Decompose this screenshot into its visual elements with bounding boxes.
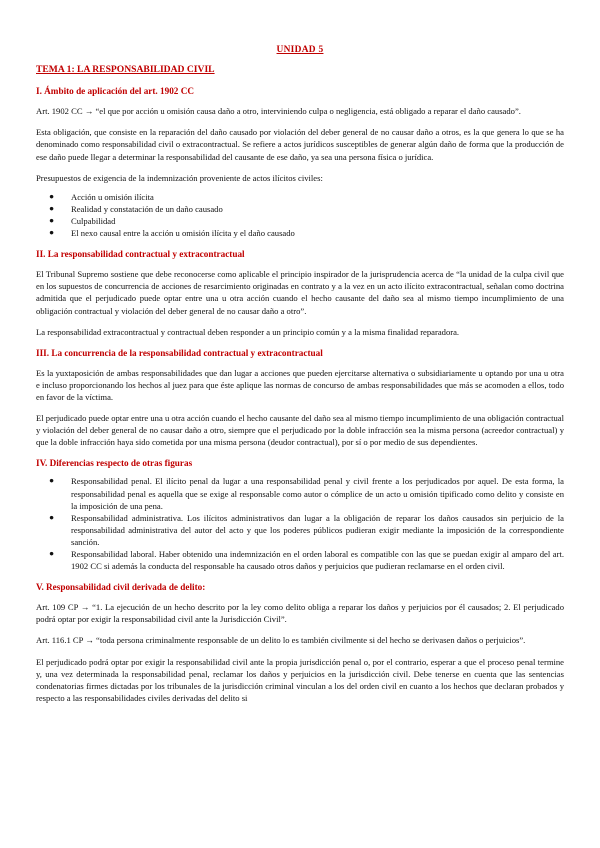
list-item: [49, 512, 564, 548]
list-item: [49, 203, 564, 215]
section-3-title: III. La concurrencia de la responsabilidad contractual y extracontractual: [36, 347, 323, 358]
list-item-text: Realidad y constatación de un daño causado: [71, 203, 223, 214]
list-item: [49, 548, 564, 572]
section-2-title: II. La responsabilidad contractual y extracontractual: [36, 249, 245, 260]
unit-title: UNIDAD 5: [276, 45, 324, 55]
section-2-paragraph-2: La responsabilidad extracontractual y contractual deben responder a un principio común y a la misma finalidad reparadora.: [36, 326, 460, 337]
bullet-icon: ●: [49, 476, 55, 486]
list-item: [49, 215, 564, 227]
section-1-paragraph-2: Esta obligación, que consiste en la reparación del daño causado por violación del deber general de no causar daño a otros, es la que genera lo que se ha denominado como responsabilidad civil o extracontractual. Se refiere a actos jurídicos susceptibles de generar algún daño de forma que la producción de ese daño puede llegar a determinar la responsabilidad del causante de ese daño, ya sea una persona física o jurídica.: [36, 127, 564, 162]
bullet-icon: ●: [49, 203, 55, 213]
section-5-title: V. Responsabilidad civil derivada de delito:: [36, 582, 206, 593]
section-5-paragraph-1: Art. 109 CP → “1. La ejecución de un hecho descrito por la ley como delito obliga a reparar los daños y perjuicios por él causados; 2. El perjudicado podrá optar por exigir la responsabilidad civil ante la Jurisdicción Civil”.: [36, 602, 564, 625]
section-4-bullet-list: [36, 475, 564, 572]
section-5-paragraph-3: El perjudicado podrá optar por exigir la responsabilidad civil ante la propia jurisdicción penal o, por el contrario, esperar a que el proceso penal termine y, una vez determinada la responsabilidad penal, reclamar los daños y perjuicios en la jurisdicción civil. Debe tenerse en cuenta que las sentencias condenatorias firmes dictadas por los tribunales de la jurisdicción criminal vinculan a los del orden civil en cuanto a los hechos que declaran probados y respecto a las responsabilidades civiles derivadas del delito si: [36, 656, 564, 703]
section-5-paragraph-2: Art. 116.1 CP → “toda persona criminalmente responsable de un delito lo es también civilmente si del hecho se derivasen daños o perjuicios”.: [36, 635, 526, 646]
list-item-text: Culpabilidad: [71, 215, 116, 226]
bullet-icon: ●: [49, 549, 55, 558]
bullet-icon: ●: [49, 191, 55, 201]
list-item: [49, 227, 564, 239]
section-3-paragraph-2: El perjudicado puede optar entre una u otra acción cuando el hecho causante del daño sea al mismo tiempo incumplimiento de una obligación contractual y violación del deber general de no causar daño a otro, siempre que el perjudicado por la doble infracción sea la misma persona (acreedor contractual) y que la doble infracción haya sido cometida por una misma persona (deudor contractual), por sí o por medio de sus dependientes.: [36, 413, 564, 448]
section-1-bullet-list: [36, 191, 564, 239]
bullet-icon: ●: [49, 228, 55, 238]
section-4-title: IV. Diferencias respecto de otras figuras: [36, 458, 193, 469]
list-item-text: Responsabilidad laboral. Haber obtenido una indemnización en el orden laboral es compatible con las que se puedan exigir al amparo del art. 1902 CC si además la conducta del responsable ha causado otros daños y perjuicios que pudieran reclamarse en el orden civil.: [71, 549, 564, 572]
bullet-icon: ●: [49, 215, 55, 225]
list-item-text: Responsabilidad administrativa. Los ilícitos administrativos dan lugar a la obligación de reparar los daños causados sin perjuicio de la responsabilidad administrativa del autor del acto y que los poderes públicos pudieran exigir mediante la imposición de la correspondiente sanción.: [71, 512, 564, 547]
list-item-text: Acción u omisión ilícita: [71, 191, 154, 202]
list-item-text: Responsabilidad penal. El ilícito penal da lugar a una responsabilidad penal y civil frente a los perjudicados por aquel. De esta forma, la responsabilidad penal es aquella que se exige al responsable como autor o cómplice de un acto u omisión tipificado como delito y consiste en la imposición de una pena.: [71, 476, 564, 511]
list-item: [49, 191, 564, 203]
section-1-paragraph-1: Art. 1902 CC → “el que por acción u omisión causa daño a otro, interviniendo culpa o negligencia, está obligado a reparar el daño causado”.: [36, 106, 521, 117]
topic-title: TEMA 1: LA RESPONSABILIDAD CIVIL: [36, 64, 215, 76]
section-1-paragraph-3: Presupuestos de exigencia de la indemnización proveniente de actos ilícitos civiles:: [36, 172, 323, 183]
list-item-text: El nexo causal entre la acción u omisión ilícita y el daño causado: [71, 228, 295, 239]
bullet-icon: ●: [49, 512, 55, 522]
section-3-paragraph-1: Es la yuxtaposición de ambas responsabilidades que dan lugar a acciones que pueden ejercitarse alternativa o subsidiariamente u optando por una u otra e incluso proporcionando los hechos al juez para que éste aplique las normas de concurso de ambas responsabilidades que más se acomoden a ellos, todo en favor de la víctima.: [36, 367, 564, 402]
section-2-paragraph-1: El Tribunal Supremo sostiene que debe reconocerse como aplicable el principio inspirador de la jurisprudencia acerca de “la unidad de la culpa civil que en los supuestos de concurrencia de acciones de resarcimiento originadas en contrato y a la vez en un acto ilícito extracontractual, señalan como doctrina admitida que el perjudicado puede optar entre una u otra acción cuando el hecho causante del daño sea al mismo tiempo incumplimiento de una obligación contractual y violación del deber general de no causar daño a otro”.: [36, 269, 564, 316]
section-1-title: I. Ámbito de aplicación del art. 1902 CC: [36, 86, 194, 97]
list-item: [49, 475, 564, 511]
